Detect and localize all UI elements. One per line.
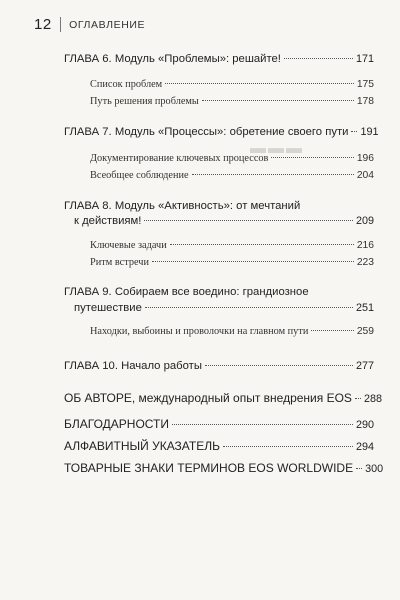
toc-entry-label: Ключевые задачи — [90, 240, 167, 251]
toc-entry-page: 216 — [356, 240, 374, 251]
toc-entry-trademarks[interactable] — [64, 461, 384, 475]
toc-entry-page: 223 — [356, 257, 374, 268]
toc-entry-ch8[interactable] — [74, 215, 374, 227]
toc-entry-ch8-s1[interactable] — [90, 240, 374, 251]
toc-entry-label: путешествие — [74, 302, 142, 314]
toc-entry-label: АЛФАВИТНЫЙ УКАЗАТЕЛЬ — [64, 439, 220, 453]
toc-entry-page: 171 — [355, 53, 374, 65]
toc-entry-page: 251 — [355, 302, 374, 314]
toc-entry-label: Путь решения проблемы — [90, 96, 199, 107]
toc-entry-page: 300 — [365, 463, 384, 475]
dot-leader — [223, 446, 353, 447]
dot-leader — [205, 365, 353, 366]
header-divider — [60, 17, 61, 32]
toc-entry-ch8-line1[interactable]: ГЛАВА 8. Модуль «Активность»: от мечтаний — [64, 200, 301, 212]
dot-leader — [170, 244, 354, 245]
toc-entry-ch9-s1[interactable] — [90, 326, 374, 337]
dot-leader — [284, 58, 353, 59]
toc-entry-page: 204 — [356, 170, 374, 181]
toc-entry-label: ГЛАВА 10. Начало работы — [64, 360, 202, 372]
toc-entry-page: 294 — [355, 441, 374, 453]
toc-entry-ch9-line1[interactable]: ГЛАВА 9. Собираем все воедино: грандиозное — [64, 286, 309, 298]
toc-entry-ch7-s2[interactable] — [90, 170, 374, 181]
toc-entry-label: Всеобщее соблюдение — [90, 170, 189, 181]
toc-entry-about[interactable] — [64, 391, 382, 405]
toc-entry-label: БЛАГОДАРНОСТИ — [64, 417, 170, 431]
toc-entry-ch9[interactable] — [74, 302, 374, 314]
toc-entry-page: 178 — [356, 96, 374, 107]
toc-entry-page: 288 — [363, 393, 382, 405]
toc-entry-page: 277 — [355, 360, 374, 372]
toc-entry-label: Список проблем — [90, 79, 163, 90]
toc-entry-label: к действиям! — [74, 215, 142, 227]
toc-entry-index[interactable] — [64, 439, 374, 453]
toc-entry-label: ТОВАРНЫЕ ЗНАКИ ТЕРМИНОВ EOS WORLDWIDE — [64, 461, 354, 475]
dot-leader — [165, 83, 354, 84]
toc-entry-ch6-s2[interactable] — [90, 96, 374, 107]
toc-entry-page: 259 — [356, 326, 374, 337]
page-number: 12 — [34, 16, 52, 33]
dot-leader — [351, 131, 357, 132]
toc-entry-label: Документирование ключевых процессов — [90, 153, 269, 164]
toc-entry-ch8-s2[interactable] — [90, 257, 374, 268]
page-header — [34, 16, 145, 33]
show-through-mark: ▬▬▬ — [250, 140, 304, 157]
dot-leader — [311, 330, 353, 331]
toc-entry-ch6[interactable] — [64, 53, 374, 65]
dot-leader — [152, 261, 354, 262]
dot-leader — [271, 157, 353, 158]
dot-leader — [356, 468, 362, 469]
toc-entry-page: 175 — [356, 79, 374, 90]
running-head: ОГЛАВЛЕНИЕ — [69, 18, 146, 31]
toc-entry-thanks[interactable] — [64, 417, 374, 431]
toc-entry-page: 290 — [355, 419, 374, 431]
toc-entry-ch10[interactable] — [64, 360, 374, 372]
toc-entry-label: Находки, выбоины и проволочки на главном пути — [90, 326, 309, 337]
toc-entry-page: 191 — [360, 126, 379, 138]
toc-entry-label: ГЛАВА 7. Модуль «Процессы»: обретение своего пути — [64, 126, 349, 138]
toc-entry-ch7-s1[interactable] — [90, 153, 374, 164]
toc-entry-page: 196 — [356, 153, 374, 164]
toc-entry-label: ОБ АВТОРЕ, международный опыт внедрения EOS — [64, 391, 352, 405]
toc-entry-ch6-s1[interactable] — [90, 79, 374, 90]
dot-leader — [144, 220, 353, 221]
toc-entry-label: ГЛАВА 6. Модуль «Проблемы»: решайте! — [64, 53, 281, 65]
toc-entry-label: Ритм встречи — [90, 257, 149, 268]
toc-entry-ch7[interactable] — [64, 126, 379, 138]
dot-leader — [202, 100, 354, 101]
dot-leader — [192, 174, 354, 175]
dot-leader — [355, 398, 361, 399]
toc-entry-page: 209 — [355, 215, 374, 227]
dot-leader — [145, 307, 353, 308]
dot-leader — [172, 424, 353, 425]
